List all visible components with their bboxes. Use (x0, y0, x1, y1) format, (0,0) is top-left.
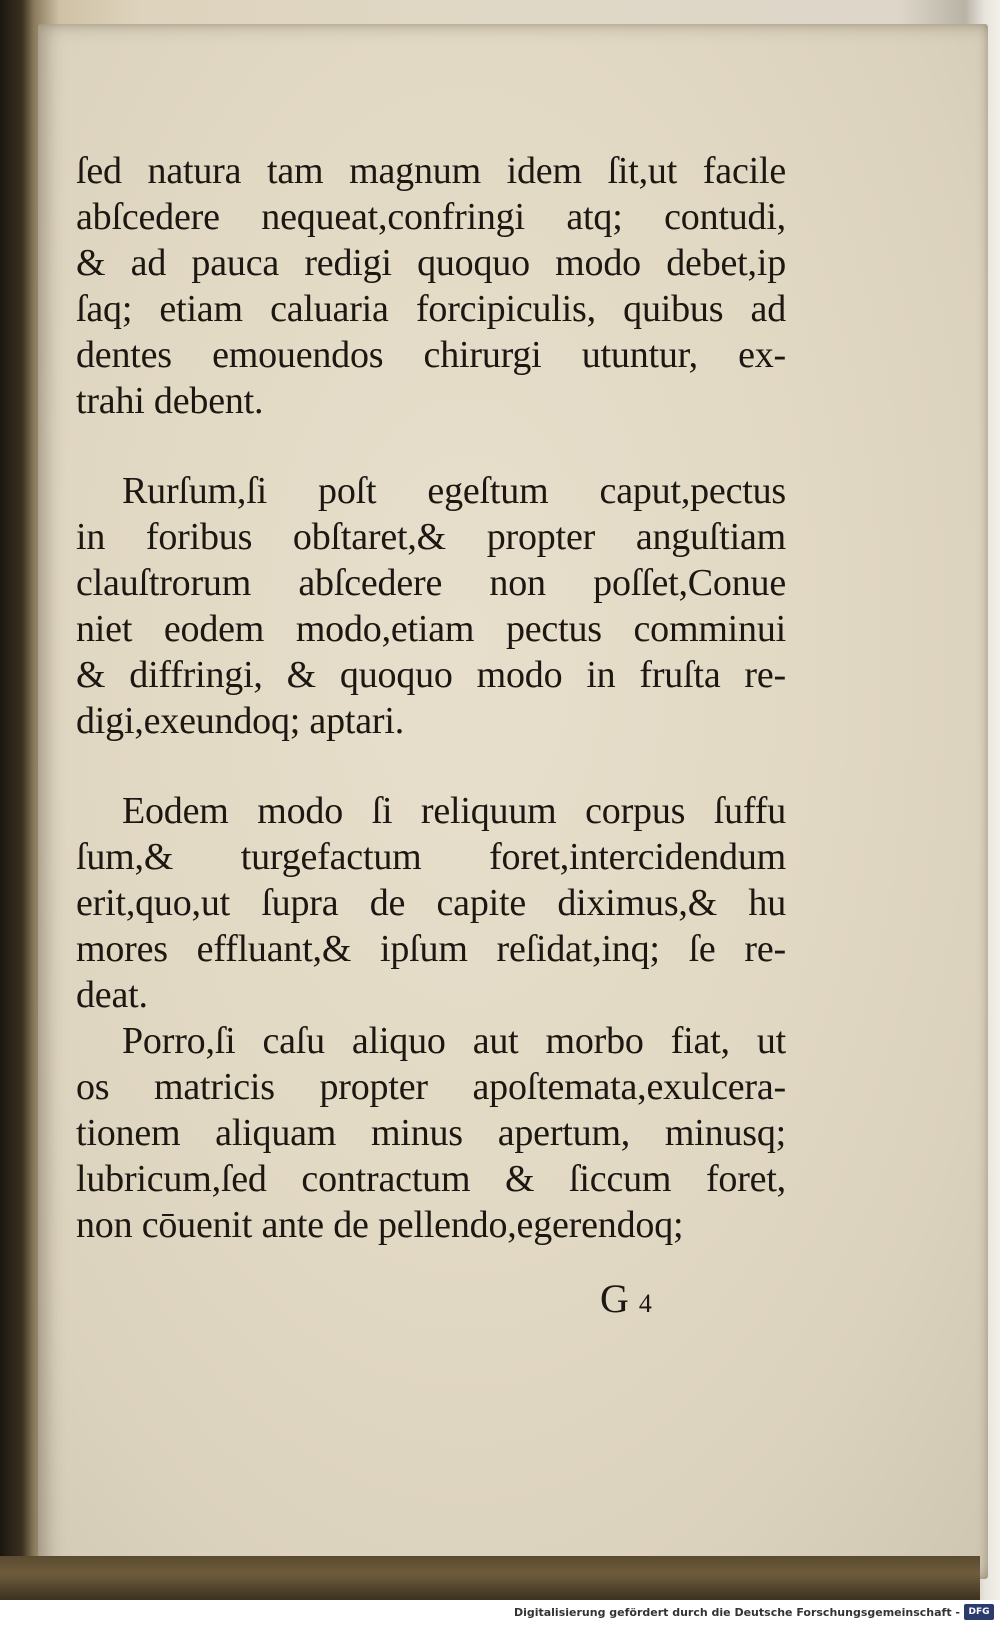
text-line: digi,exeundoq; aptari. (76, 700, 405, 742)
text-line: non cōuenit ante de pellendo,egerendoq; (76, 1204, 684, 1246)
text-line: niet eodem modo,etiam pectus comminui (76, 608, 786, 650)
text-line: abſcedere nequeat,confringi atq; contudi, (76, 196, 786, 238)
dfg-logo-icon: DFG (964, 1604, 994, 1620)
paragraph (76, 788, 786, 1018)
text-line: ſed natura tam magnum idem ſit,ut facile (76, 150, 786, 192)
text-line: in foribus obſtaret,& propter anguſtiam (76, 516, 786, 558)
text-line: os matricis propter apoſtemata,exulcera- (76, 1066, 786, 1108)
text-line: Eodem modo ſi reliquum corpus ſuffu (122, 790, 786, 832)
paragraph-gap (76, 744, 786, 788)
text-line: deat. (76, 974, 148, 1016)
footer (0, 1600, 1000, 1630)
paragraph (76, 1018, 786, 1248)
text-line: ſum,& turgefactum foret,intercidendum (76, 836, 786, 878)
text-line: erit,quo,ut ſupra de capite diximus,& hu (76, 882, 786, 924)
text-line: dentes emouendos chirurgi utuntur, ex- (76, 334, 786, 376)
book-edge (0, 1556, 980, 1600)
text-line: & diffringi, & quoquo modo in fruſta re- (76, 654, 786, 696)
text-line: trahi debent. (76, 380, 264, 422)
paragraph (76, 148, 786, 424)
signature-number: 4 (638, 1289, 652, 1318)
paragraph (76, 468, 786, 744)
signature-letter: G (600, 1276, 629, 1321)
text-line: ſaq; etiam caluaria forcipiculis, quibus ad (76, 288, 786, 330)
text-line: Porro,ſi caſu aliquo aut morbo fiat, ut (122, 1020, 786, 1062)
text-line: tionem aliquam minus apertum, minusq; (76, 1112, 786, 1154)
signature-mark (600, 1275, 652, 1322)
text-line: lubricum,ſed contractum & ſiccum foret, (76, 1158, 786, 1200)
text-line: & ad pauca redigi quoquo modo debet,ip (76, 242, 786, 284)
text-line: clauſtrorum abſcedere non poſſet,Conue (76, 562, 786, 604)
text-line: mores effluant,& ipſum reſidat,inq; ſe re- (76, 928, 786, 970)
page-text (76, 148, 786, 1248)
text-line: Rurſum,ſi poſt egeſtum caput,pectus (122, 470, 786, 512)
footer-credit: Digitalisierung gefördert durch die Deutsche Forschungsgemeinschaft - (513, 1606, 960, 1619)
paragraph-gap (76, 424, 786, 468)
